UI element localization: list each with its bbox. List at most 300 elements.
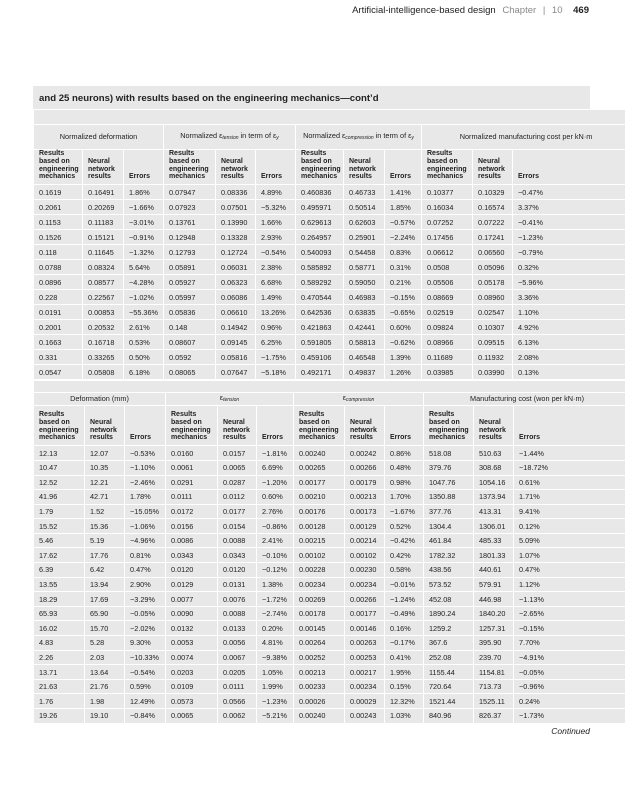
table-cell: 13.71: [34, 665, 85, 680]
table-cell: −1.32%: [124, 245, 164, 260]
table-cell: 0.00853: [83, 305, 124, 320]
table-cell: 0.0086: [166, 533, 218, 548]
table-cell: 0.12%: [514, 519, 625, 534]
table-cell: 0.0131: [218, 577, 257, 592]
table-cell: −0.57%: [385, 215, 422, 230]
table-cell: −0.54%: [125, 665, 166, 680]
table-cell: 0.17456: [422, 230, 473, 245]
table-cell: 0.460836: [296, 185, 344, 200]
table-cell: 1.41%: [385, 185, 422, 200]
group-header: [422, 125, 625, 150]
table-cell: 2.76%: [257, 504, 294, 519]
table-cell: 17.69: [85, 592, 125, 607]
table-cell: −1.72%: [257, 592, 294, 607]
group-header: [164, 125, 296, 150]
table-cell: 0.0132: [166, 621, 218, 636]
table-cell: 1525.11: [474, 694, 514, 709]
table-row: [34, 621, 625, 636]
table-cell: 0.00145: [294, 621, 345, 636]
table-cell: −2.74%: [257, 606, 294, 621]
table-cell: 0.00234: [345, 679, 385, 694]
table-cell: 1.66%: [256, 215, 296, 230]
table-cell: −18.72%: [514, 460, 625, 475]
group-header-subscript: compression: [345, 397, 375, 404]
table-cell: −1.20%: [257, 475, 294, 490]
table-cell: 0.05836: [164, 305, 216, 320]
table-cell: 0.00263: [345, 636, 385, 651]
table-row: [34, 490, 625, 505]
table-cell: 10.47: [34, 460, 85, 475]
table-cell: 510.63: [474, 446, 514, 461]
table-cell: 0.05096: [473, 260, 513, 275]
table-cell: 0.470544: [296, 290, 344, 305]
table-cell: 0.33265: [83, 350, 124, 365]
table-cell: 0.00128: [294, 519, 345, 534]
table-row: [34, 679, 625, 694]
table-row: [34, 305, 625, 320]
table-cell: 0.63835: [344, 305, 385, 320]
table-row: [34, 577, 625, 592]
table-cell: 0.20%: [257, 621, 294, 636]
table-cell: 0.00213: [294, 665, 345, 680]
table-row: [34, 709, 625, 724]
table-cell: 19.26: [34, 709, 85, 724]
table-cell: 2.03: [85, 650, 125, 665]
table-cell: 0.0156: [166, 519, 218, 534]
table-cell: −2.46%: [125, 475, 166, 490]
table-cell: 0.0547: [34, 365, 83, 380]
table-row: [34, 350, 625, 365]
table-cell: 1.78%: [125, 490, 166, 505]
table-cell: 0.0112: [218, 490, 257, 505]
table-cell: 7.70%: [514, 636, 625, 651]
table-row: [34, 245, 625, 260]
table-cell: 1.26%: [385, 365, 422, 380]
table-cell: 0.0177: [218, 504, 257, 519]
table-cell: 0.58813: [344, 335, 385, 350]
table-cell: −15.05%: [125, 504, 166, 519]
table-cell: 0.46548: [344, 350, 385, 365]
table-cell: 0.05891: [164, 260, 216, 275]
table-cell: −0.05%: [514, 665, 625, 680]
table-cell: 0.08607: [164, 335, 216, 350]
table-cell: 0.0129: [166, 577, 218, 592]
spacer-cell: [34, 381, 625, 393]
table-cell: 0.00173: [345, 504, 385, 519]
table-cell: 1.79: [34, 504, 85, 519]
spacer-row: [34, 110, 625, 125]
table-row: [34, 320, 625, 335]
table-cell: 0.21%: [385, 275, 422, 290]
table-cell: 0.2001: [34, 320, 83, 335]
table-cell: −1.23%: [257, 694, 294, 709]
table-cell: 1.52: [85, 504, 125, 519]
table-cell: −1.24%: [385, 592, 424, 607]
table-cell: 438.56: [424, 563, 474, 578]
table-cell: 0.47%: [125, 563, 166, 578]
table-cell: 0.00217: [345, 665, 385, 680]
table-row: [34, 275, 625, 290]
table-cell: 1047.76: [424, 475, 474, 490]
group-header: [296, 125, 422, 150]
group-header-text: in term of ε: [238, 131, 277, 141]
table-cell: 1.99%: [257, 679, 294, 694]
table-cell: 4.89%: [256, 185, 296, 200]
table-cell: −0.05%: [125, 606, 166, 621]
table-cell: −2.65%: [514, 606, 625, 621]
table-cell: 0.07222: [473, 215, 513, 230]
table-cell: 1.39%: [385, 350, 422, 365]
table-cell: 0.10307: [473, 320, 513, 335]
table-cell: −0.10%: [257, 548, 294, 563]
table-cell: −5.96%: [513, 275, 625, 290]
table-cell: 1373.94: [474, 490, 514, 505]
table-row: [34, 475, 625, 490]
group-header: [166, 393, 294, 406]
table-cell: 0.0160: [166, 446, 218, 461]
table-cell: 1.76: [34, 694, 85, 709]
table-cell: 0.16718: [83, 335, 124, 350]
table-cell: 713.73: [474, 679, 514, 694]
table-cell: 2.90%: [125, 577, 166, 592]
table-cell: −0.86%: [257, 519, 294, 534]
table-cell: 0.00242: [345, 446, 385, 461]
table-row: [34, 335, 625, 350]
table-cell: 13.55: [34, 577, 85, 592]
table-cell: 1.07%: [514, 548, 625, 563]
table-cell: 0.46733: [344, 185, 385, 200]
column-header: Results based on engineering mechanics: [166, 406, 218, 446]
table-cell: 840.96: [424, 709, 474, 724]
table-cell: 0.0120: [218, 563, 257, 578]
table-cell: 0.00233: [294, 679, 345, 694]
table-cell: 0.0573: [166, 694, 218, 709]
table-cell: 1890.24: [424, 606, 474, 621]
table-cell: 65.93: [34, 606, 85, 621]
column-header: Neural network results: [474, 406, 514, 446]
table-row: [34, 185, 625, 200]
table-cell: 0.421863: [296, 320, 344, 335]
table-cell: 0.00264: [294, 636, 345, 651]
table-cell: 0.13328: [216, 230, 256, 245]
table-cell: −0.96%: [514, 679, 625, 694]
table-cell: 0.00179: [345, 475, 385, 490]
table-cell: −0.42%: [385, 533, 424, 548]
table-cell: −4.28%: [124, 275, 164, 290]
table-cell: 1.10%: [513, 305, 625, 320]
group-header-subscript: tension: [222, 135, 239, 142]
table-cell: 0.02519: [422, 305, 473, 320]
table-row: [34, 460, 625, 475]
table-cell: 0.0592: [164, 350, 216, 365]
table-cell: −10.33%: [125, 650, 166, 665]
table-cell: 1.03%: [385, 709, 424, 724]
table-cell: 1350.88: [424, 490, 474, 505]
table-cell: 6.42: [85, 563, 125, 578]
table-cell: 0.61%: [514, 475, 625, 490]
table-cell: 579.91: [474, 577, 514, 592]
table-cell: 0.25901: [344, 230, 385, 245]
table-row: [34, 636, 625, 651]
chapter-number: 10: [551, 5, 563, 16]
table-cell: −0.41%: [513, 215, 625, 230]
table-cell: 0.591805: [296, 335, 344, 350]
table-cell: 379.76: [424, 460, 474, 475]
table-cell: 0.20532: [83, 320, 124, 335]
table-cell: −1.02%: [124, 290, 164, 305]
table-cell: 0.0191: [34, 305, 83, 320]
table-cell: 0.00269: [294, 592, 345, 607]
group-header-subscript: y: [276, 135, 279, 142]
table-cell: 0.0074: [166, 650, 218, 665]
table-cell: −2.02%: [125, 621, 166, 636]
table-cell: 0.58771: [344, 260, 385, 275]
table-cell: 461.84: [424, 533, 474, 548]
group-header-row: [34, 125, 625, 150]
table-cell: 0.02547: [473, 305, 513, 320]
table-cell: 0.00146: [345, 621, 385, 636]
table-cell: 0.81%: [125, 548, 166, 563]
table-cell: 0.0203: [166, 665, 218, 680]
table-cell: 0.331: [34, 350, 83, 365]
column-header: Results based on engineering mechanics: [422, 150, 473, 185]
column-header: Results based on engineering mechanics: [296, 150, 344, 185]
table-cell: −0.62%: [385, 335, 422, 350]
table-cell: 1.71%: [514, 490, 625, 505]
table-cell: 0.00252: [294, 650, 345, 665]
table-cell: 239.70: [474, 650, 514, 665]
column-header: Errors: [256, 150, 296, 185]
table-cell: 6.68%: [256, 275, 296, 290]
table-cell: 1154.81: [474, 665, 514, 680]
table-cell: 2.26: [34, 650, 85, 665]
table-cell: 0.96%: [256, 320, 296, 335]
table-cell: 1054.16: [474, 475, 514, 490]
column-header: Neural network results: [344, 150, 385, 185]
table-cell: 0.0065: [218, 460, 257, 475]
table-cell: 6.18%: [124, 365, 164, 380]
table-cell: 12.13: [34, 446, 85, 461]
table-cell: −3.01%: [124, 215, 164, 230]
table-row: [34, 592, 625, 607]
table-cell: 0.0111: [166, 490, 218, 505]
table-cell: 452.08: [424, 592, 474, 607]
table-cell: 0.629613: [296, 215, 344, 230]
table-cell: 0.59050: [344, 275, 385, 290]
table-cell: 0.642536: [296, 305, 344, 320]
table-cell: 0.86%: [385, 446, 424, 461]
table-cell: −1.73%: [514, 709, 625, 724]
continued-note: Continued: [551, 725, 590, 736]
column-header: Errors: [257, 406, 294, 446]
table-cell: 826.37: [474, 709, 514, 724]
table-cell: 1801.33: [474, 548, 514, 563]
table-row: [34, 200, 625, 215]
tables-container: [33, 109, 593, 736]
table-cell: 15.70: [85, 621, 125, 636]
table-cell: 0.00230: [345, 563, 385, 578]
table-cell: 5.19: [85, 533, 125, 548]
table-cell: −1.66%: [124, 200, 164, 215]
table-cell: 0.15%: [385, 679, 424, 694]
table-cell: 1.85%: [385, 200, 422, 215]
table-cell: 0.16574: [473, 200, 513, 215]
table-cell: 1.98: [85, 694, 125, 709]
table-cell: 0.14942: [216, 320, 256, 335]
group-header-subscript: tension: [223, 397, 240, 404]
table-cell: 0.0896: [34, 275, 83, 290]
table-cell: 0.589292: [296, 275, 344, 290]
table-cell: −0.91%: [124, 230, 164, 245]
table-cell: 0.03985: [422, 365, 473, 380]
table-cell: 0.08966: [422, 335, 473, 350]
table-cell: 0.16034: [422, 200, 473, 215]
table-cell: 0.06086: [216, 290, 256, 305]
table-cell: −4.91%: [514, 650, 625, 665]
table-cell: 0.585892: [296, 260, 344, 275]
column-header: Errors: [513, 150, 625, 185]
table-cell: 367.6: [424, 636, 474, 651]
table-cell: 2.38%: [256, 260, 296, 275]
table-cell: 6.13%: [513, 335, 625, 350]
table-cell: 0.31%: [385, 260, 422, 275]
table-cell: 0.00266: [345, 592, 385, 607]
table-cell: 12.21: [85, 475, 125, 490]
table-cell: 0.1619: [34, 185, 83, 200]
column-header-row: [34, 406, 625, 446]
table-cell: 0.09515: [473, 335, 513, 350]
group-header-text: ε: [342, 393, 346, 403]
table-cell: 0.00215: [294, 533, 345, 548]
table-cell: 0.495971: [296, 200, 344, 215]
group-header-subscript: compression: [345, 135, 374, 142]
table-cell: 0.05997: [164, 290, 216, 305]
table-cell: 0.0109: [166, 679, 218, 694]
table-cell: 0.06610: [216, 305, 256, 320]
group-header-subscript: y: [411, 135, 414, 142]
table-cell: 0.32%: [513, 260, 625, 275]
table-cell: 0.00176: [294, 504, 345, 519]
table-cell: −0.15%: [385, 290, 422, 305]
table-cell: 10.35: [85, 460, 125, 475]
table-cell: −2.24%: [385, 230, 422, 245]
table-row: [34, 694, 625, 709]
table-cell: 12.52: [34, 475, 85, 490]
table-cell: −1.23%: [513, 230, 625, 245]
table-cell: 0.459106: [296, 350, 344, 365]
table-cell: 0.53%: [124, 335, 164, 350]
column-header: Neural network results: [85, 406, 125, 446]
chapter-label: Chapter: [502, 5, 537, 16]
table-cell: 0.13761: [164, 215, 216, 230]
table-cell: 6.69%: [257, 460, 294, 475]
table-cell: 0.07252: [422, 215, 473, 230]
table-cell: 0.07923: [164, 200, 216, 215]
table-cell: 0.05808: [83, 365, 124, 380]
column-header: Neural network results: [218, 406, 257, 446]
table-cell: 3.36%: [513, 290, 625, 305]
column-header: Results based on engineering mechanics: [34, 150, 83, 185]
table-cell: 0.47%: [514, 563, 625, 578]
table-cell: 6.25%: [256, 335, 296, 350]
table-cell: 0.16%: [385, 621, 424, 636]
table-cell: 1.38%: [257, 577, 294, 592]
column-header: Neural network results: [216, 150, 256, 185]
table-cell: 0.540093: [296, 245, 344, 260]
table-cell: 0.0508: [422, 260, 473, 275]
table-cell: 0.0157: [218, 446, 257, 461]
table-cell: 0.00214: [345, 533, 385, 548]
table-cell: 0.07947: [164, 185, 216, 200]
table-cell: 0.00177: [345, 606, 385, 621]
table-cell: 4.81%: [257, 636, 294, 651]
group-header: [34, 125, 164, 150]
table-cell: 0.0133: [218, 621, 257, 636]
table-cell: 65.90: [85, 606, 125, 621]
table-cell: 0.0566: [218, 694, 257, 709]
table-cell: 1521.44: [424, 694, 474, 709]
table-cell: 5.09%: [514, 533, 625, 548]
table-cell: 0.13990: [216, 215, 256, 230]
table-cell: 0.1153: [34, 215, 83, 230]
table-cell: −0.47%: [513, 185, 625, 200]
table-row: [34, 650, 625, 665]
table-cell: 0.83%: [385, 245, 422, 260]
table-cell: 0.0343: [218, 548, 257, 563]
table-cell: 0.00243: [345, 709, 385, 724]
table-cell: 308.68: [474, 460, 514, 475]
group-header-text: Normalized deformation: [59, 131, 138, 141]
table-cell: 0.00253: [345, 650, 385, 665]
table-cell: 0.08960: [473, 290, 513, 305]
table-cell: 13.64: [85, 665, 125, 680]
table-cell: 1259.2: [424, 621, 474, 636]
group-header: [34, 393, 166, 406]
table-cell: 0.15121: [83, 230, 124, 245]
table-cell: 0.07647: [216, 365, 256, 380]
table-cell: 0.09824: [422, 320, 473, 335]
table-cell: 0.98%: [385, 475, 424, 490]
table-cell: 720.64: [424, 679, 474, 694]
table-cell: −5.18%: [256, 365, 296, 380]
table-cell: −0.01%: [385, 577, 424, 592]
group-header-text: ε: [219, 393, 224, 403]
column-header: Neural network results: [83, 150, 124, 185]
table-cell: 1306.01: [474, 519, 514, 534]
table-cell: 0.22567: [83, 290, 124, 305]
group-header-text: in term of ε: [373, 131, 412, 141]
table-cell: 5.28: [85, 636, 125, 651]
table-cell: 13.94: [85, 577, 125, 592]
column-header: Results based on engineering mechanics: [164, 150, 216, 185]
table-cell: −0.84%: [125, 709, 166, 724]
table-cell: 1.86%: [124, 185, 164, 200]
table-cell: −1.67%: [385, 504, 424, 519]
table-cell: 0.12948: [164, 230, 216, 245]
table-cell: 1782.32: [424, 548, 474, 563]
table-cell: 0.00266: [345, 460, 385, 475]
table-cell: 1.12%: [514, 577, 625, 592]
table-cell: 2.08%: [513, 350, 625, 365]
separator: |: [542, 5, 546, 16]
absolute-results-table: [33, 380, 625, 723]
table-cell: −0.49%: [385, 606, 424, 621]
table-cell: 0.00029: [345, 694, 385, 709]
table-cell: 0.06031: [216, 260, 256, 275]
table-cell: 0.00265: [294, 460, 345, 475]
table-cell: 0.05927: [164, 275, 216, 290]
table-cell: −1.75%: [256, 350, 296, 365]
